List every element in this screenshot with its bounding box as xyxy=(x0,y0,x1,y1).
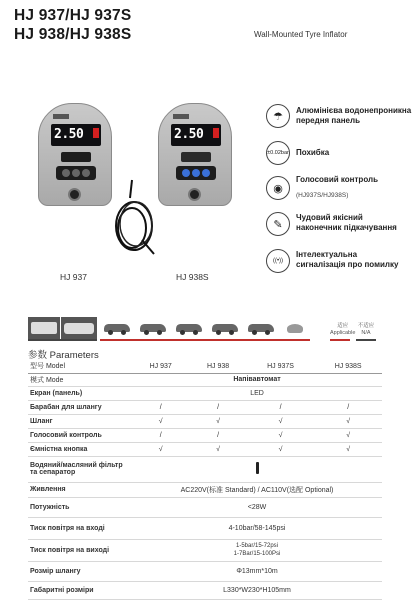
feature-voice-control-note: (HJ937S/HJ938S) xyxy=(296,192,349,199)
feature-tolerance: Похибка xyxy=(296,148,330,157)
check-icon: √ xyxy=(247,428,315,442)
row-cell: / xyxy=(189,428,246,442)
row-label: Барабан для шлангу xyxy=(28,400,132,414)
row-value: LED xyxy=(132,386,382,400)
check-icon: √ xyxy=(247,442,315,456)
table-row xyxy=(28,414,382,428)
table-row xyxy=(28,561,382,581)
check-icon: √ xyxy=(314,442,382,456)
table-row xyxy=(28,400,382,414)
column-header: HJ 937 xyxy=(132,360,189,373)
table-header-row xyxy=(28,360,382,373)
hatchback-icon xyxy=(244,317,278,339)
table-row xyxy=(28,517,382,539)
device-hj938s-image xyxy=(158,103,232,206)
table-row xyxy=(28,373,382,386)
device-caption-hj937: HJ 937 xyxy=(60,272,87,282)
feature-waterproof-panel: Алюмінієва водонепроникна передня панель xyxy=(296,106,412,125)
row-label: Шланг xyxy=(28,414,132,428)
row-label: Ємністна кнопка xyxy=(28,442,132,456)
row-label: Екран (панель) xyxy=(28,386,132,400)
pickup-icon xyxy=(100,317,134,339)
parameters-title: 参数 Parameters xyxy=(28,350,99,361)
hose-hook xyxy=(68,188,81,201)
feature-error-alarm: Інтелектуальна сигналізація про помилку xyxy=(296,250,399,269)
check-icon: √ xyxy=(132,414,189,428)
product-subtitle: Wall-Mounted Tyre Inflator xyxy=(254,30,348,39)
column-header-model: 型号 Model xyxy=(28,360,132,373)
bus-icon xyxy=(61,317,97,339)
check-icon: √ xyxy=(189,442,246,456)
applicable-bar xyxy=(100,339,310,341)
umbrella-icon: ☂ xyxy=(266,104,290,128)
row-value: Φ13mm*10m xyxy=(132,561,382,581)
row-cell: / xyxy=(314,400,382,414)
button-panel xyxy=(61,152,91,162)
row-label: Водяний/масляний фільтр та сепаратор xyxy=(28,456,132,482)
row-value: L330*W230*H105mm xyxy=(132,581,382,599)
column-header: HJ 938 xyxy=(189,360,246,373)
table-row xyxy=(28,581,382,599)
tolerance-icon: ±0.02bar xyxy=(266,141,290,165)
motorcycle-icon xyxy=(280,317,310,339)
feature-voice-control: Голосовий контроль xyxy=(296,175,379,184)
sedan-icon xyxy=(172,317,206,339)
feature-nozzle: Чудовий якісний наконечник підкачування xyxy=(296,213,397,232)
row-label: Потужність xyxy=(28,497,132,517)
device-display: 2.50 xyxy=(51,124,101,146)
table-row xyxy=(28,497,382,517)
row-cell: / xyxy=(189,400,246,414)
table-row xyxy=(28,482,382,497)
check-icon: √ xyxy=(189,414,246,428)
nozzle-icon: ✎ xyxy=(266,212,290,236)
coupe-icon xyxy=(208,317,242,339)
column-header: HJ 937S xyxy=(247,360,315,373)
row-value: AC220V(标准 Standard) / AC110V(选配 Optional) xyxy=(132,482,382,497)
row-label: Розмір шлангу xyxy=(28,561,132,581)
check-icon: √ xyxy=(247,414,315,428)
table-row xyxy=(28,386,382,400)
table-row xyxy=(28,442,382,456)
check-icon: √ xyxy=(132,442,189,456)
row-label: Живлення xyxy=(28,482,132,497)
device-hj937-image xyxy=(38,103,112,206)
filter-icon xyxy=(256,462,259,474)
hose-hook xyxy=(188,188,201,201)
row-label: 模式 Mode xyxy=(28,373,132,386)
row-value: 1-5bar/15-72psi 1-7Bar/15-100Psi xyxy=(132,539,382,561)
check-icon: √ xyxy=(314,414,382,428)
device-caption-hj938s: HJ 938S xyxy=(176,272,209,282)
table-row xyxy=(28,539,382,561)
row-value: Напівавтомат xyxy=(132,373,382,386)
row-label: Голосовий контроль xyxy=(28,428,132,442)
button-panel-lower xyxy=(176,166,216,180)
check-icon: √ xyxy=(314,428,382,442)
row-value: <28W xyxy=(132,497,382,517)
device-display: 2.50 xyxy=(171,124,221,146)
row-label: Тиск повітря на вході xyxy=(28,517,132,539)
row-cell: / xyxy=(247,400,315,414)
voice-icon: ◉ xyxy=(266,176,290,200)
table-row xyxy=(28,456,382,482)
alarm-icon: ((•)) xyxy=(266,249,290,273)
button-panel xyxy=(181,152,211,162)
button-panel-lower xyxy=(56,166,96,180)
row-label: Габаритні розміри xyxy=(28,581,132,599)
legend-not-applicable: 不适应 N/A xyxy=(356,323,376,341)
row-label: Тиск повітря на виході xyxy=(28,539,132,561)
parameters-table xyxy=(28,360,382,600)
table-row xyxy=(28,428,382,442)
truck-icon xyxy=(28,317,60,339)
row-cell: / xyxy=(132,400,189,414)
row-cell: / xyxy=(132,428,189,442)
not-applicable-bar xyxy=(28,339,97,341)
brand-badge xyxy=(173,114,189,119)
coiled-hose-image xyxy=(112,178,158,258)
column-header: HJ 938S xyxy=(314,360,382,373)
product-title-line-2: HJ 938/HJ 938S xyxy=(14,26,132,43)
brand-badge xyxy=(53,114,69,119)
row-value: 4-10bar/58-145psi xyxy=(132,517,382,539)
legend-applicable: 适应 Applicable xyxy=(330,323,355,341)
row-value xyxy=(132,456,382,482)
product-title-line-1: HJ 937/HJ 937S xyxy=(14,7,132,24)
suv-icon xyxy=(136,317,170,339)
